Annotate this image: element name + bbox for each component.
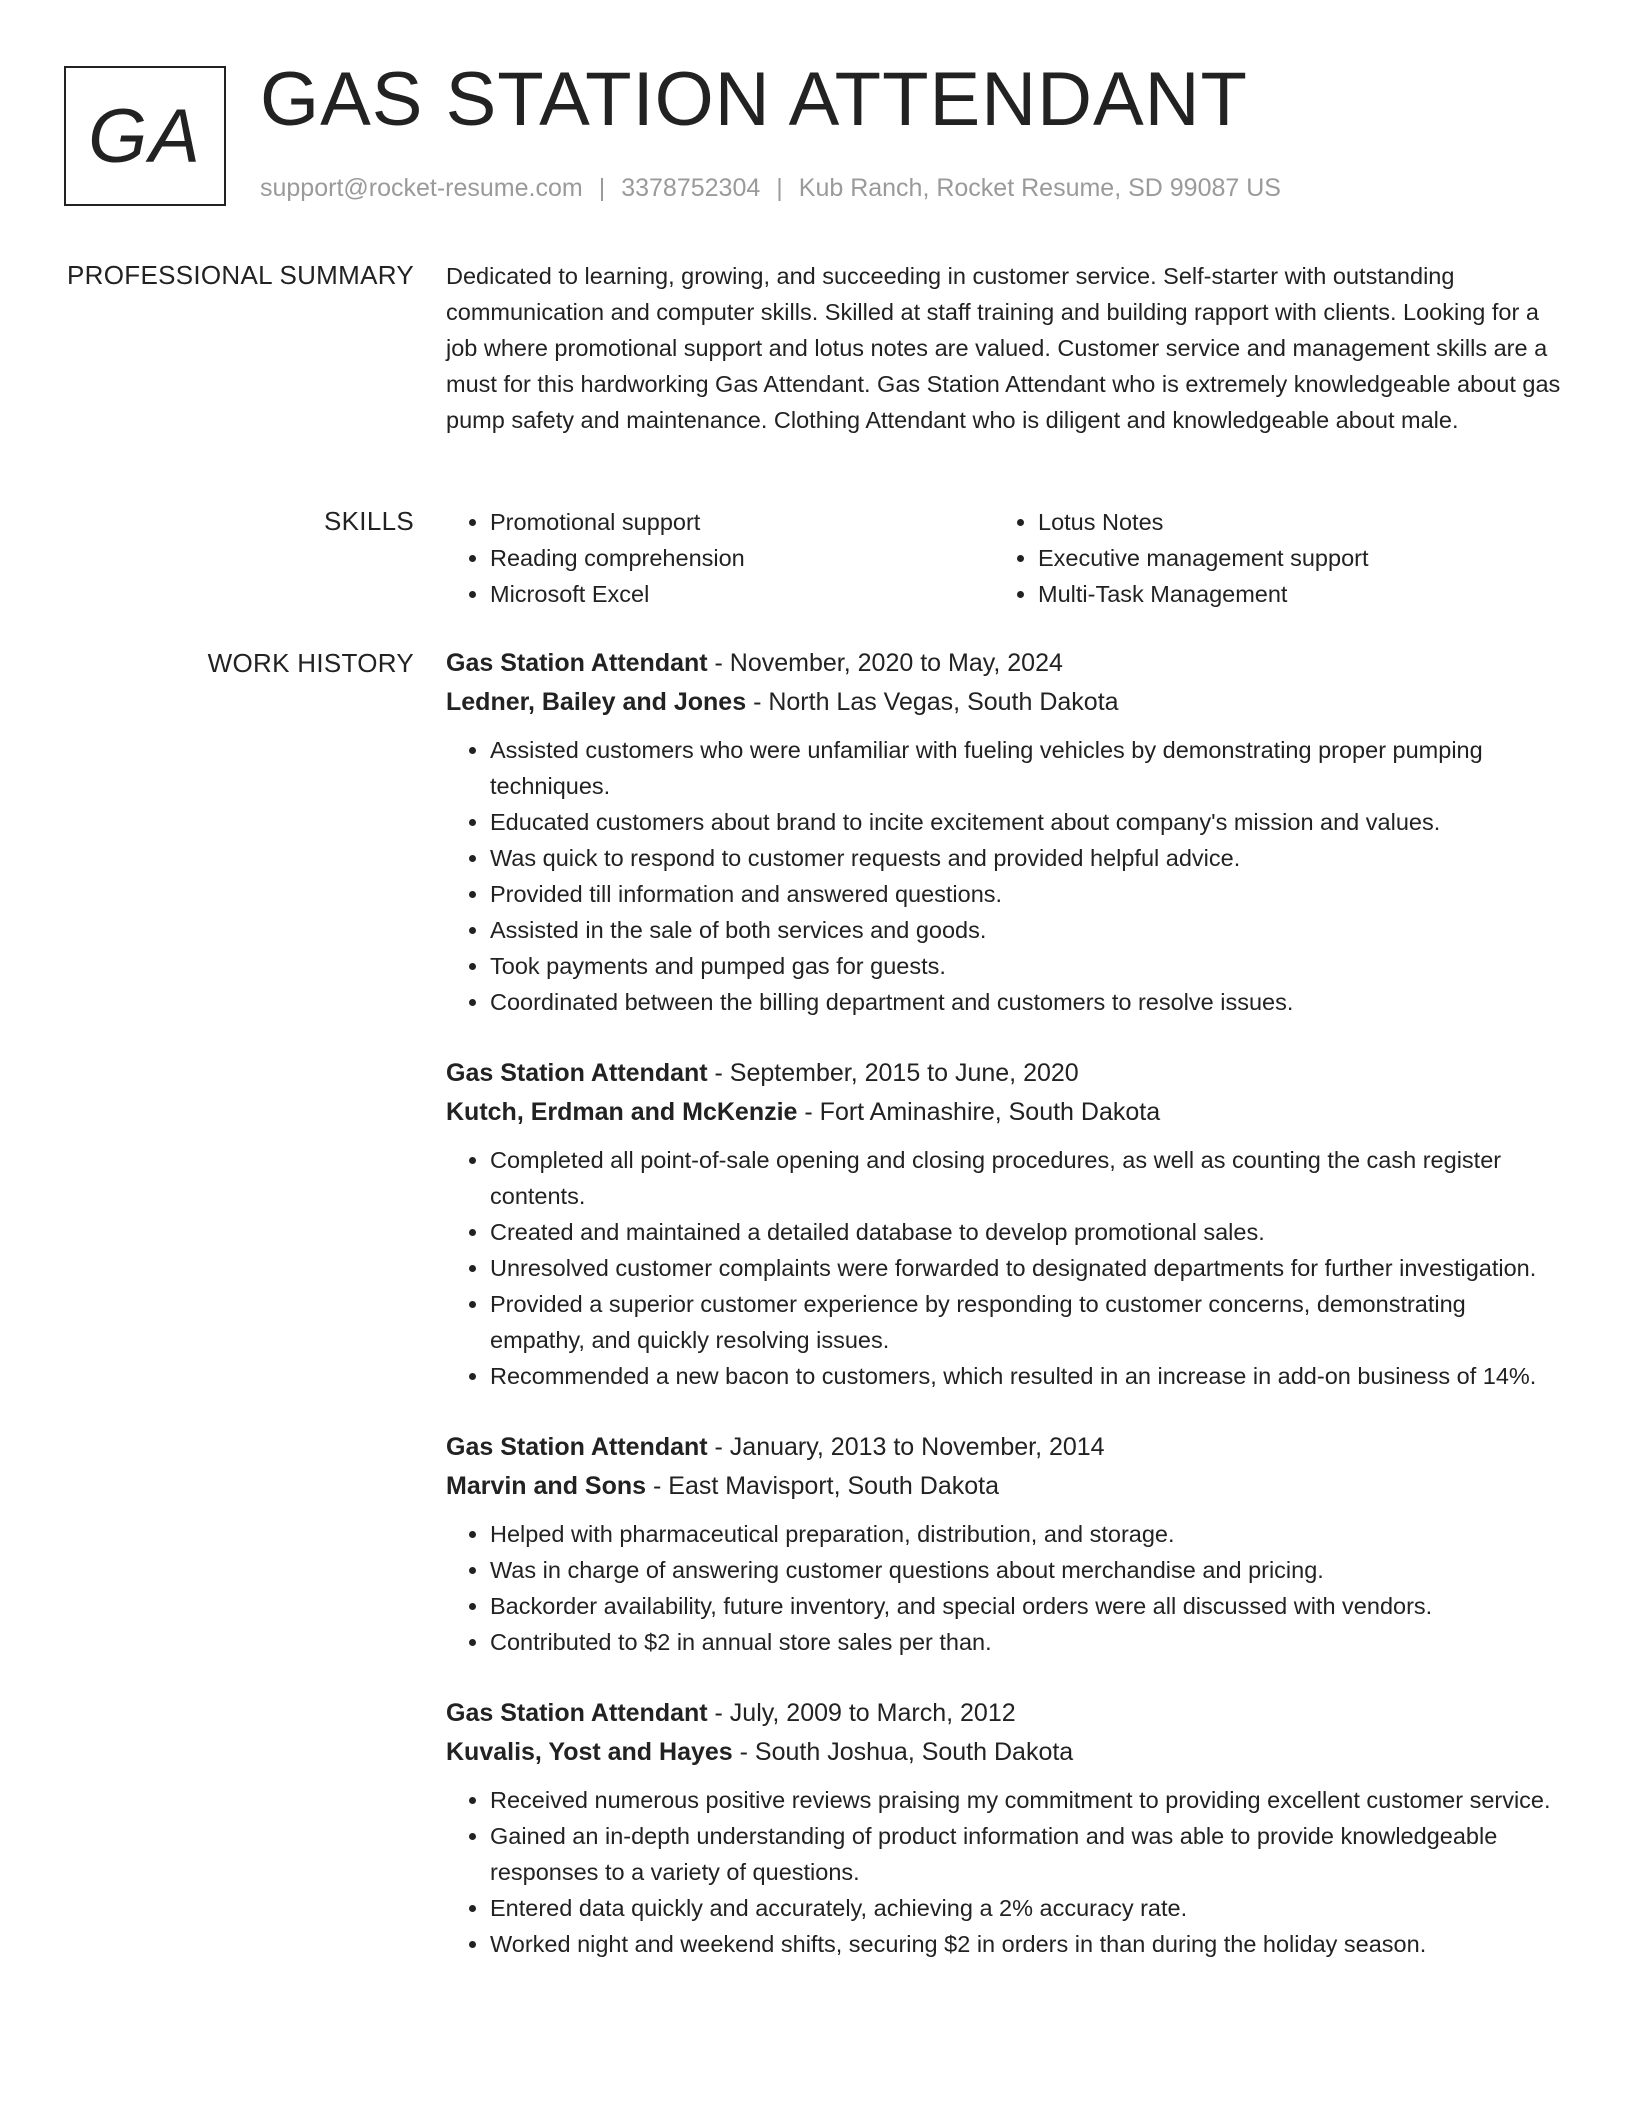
monogram-initials: GA: [88, 93, 202, 179]
job-entry: [446, 1694, 1562, 1962]
resume-name: GAS STATION ATTENDANT: [260, 57, 1248, 142]
job-bullet: • Created and maintained a detailed database to develop promotional sales.: [490, 1214, 1562, 1250]
job-dates: - November, 2020 to May, 2024: [707, 649, 1063, 677]
job-bullet: • Provided till information and answered questions.: [490, 876, 1562, 912]
job-company-line: [446, 1466, 1562, 1506]
contact-phone[interactable]: 3378752304: [621, 174, 761, 202]
job-bullets: [446, 1782, 1562, 1962]
job-company: Kuvalis, Yost and Hayes: [446, 1738, 733, 1766]
skill-item: • Executive management support: [1038, 540, 1542, 576]
skill-item: • Reading comprehension: [490, 540, 994, 576]
job-dates: - January, 2013 to November, 2014: [707, 1433, 1105, 1461]
job-bullet: • Provided a superior customer experience by responding to customer concerns, demonstrating empathy, and quickly resolving issues.: [490, 1286, 1562, 1358]
job-bullets: [446, 732, 1562, 1020]
job-company-line: [446, 1732, 1562, 1772]
job-bullet: • Received numerous positive reviews praising my commitment to providing excellent customer service.: [490, 1782, 1562, 1818]
work-history-body: [446, 644, 1562, 1996]
skills-heading: SKILLS: [324, 506, 414, 536]
skills-list-left: [446, 504, 994, 612]
job-location: - North Las Vegas, South Dakota: [746, 688, 1119, 716]
job-bullets: [446, 1516, 1562, 1660]
job-bullet: • Completed all point-of-sale opening and closing procedures, as well as counting the cash register contents.: [490, 1142, 1562, 1214]
job-bullet: • Contributed to $2 in annual store sales per than.: [490, 1624, 1562, 1660]
job-bullet: • Assisted customers who were unfamiliar with fueling vehicles by demonstrating proper pumping techniques.: [490, 732, 1562, 804]
job-bullet: • Unresolved customer complaints were forwarded to designated departments for further investigation.: [490, 1250, 1562, 1286]
job-entry: [446, 1428, 1562, 1660]
skill-item: • Lotus Notes: [1038, 504, 1542, 540]
job-bullet: • Worked night and weekend shifts, securing $2 in orders in than during the holiday season.: [490, 1926, 1562, 1962]
skill-item: • Microsoft Excel: [490, 576, 994, 612]
job-title-line: [446, 644, 1562, 682]
job-company-line: [446, 682, 1562, 722]
skills-grid: [446, 504, 1562, 612]
job-bullet: • Took payments and pumped gas for guests.: [490, 948, 1562, 984]
job-title-line: [446, 1054, 1562, 1092]
job-bullet: • Entered data quickly and accurately, achieving a 2% accuracy rate.: [490, 1890, 1562, 1926]
summary-body: [446, 258, 1562, 438]
job-bullet: • Recommended a new bacon to customers, which resulted in an increase in add-on business of 14%.: [490, 1358, 1562, 1394]
job-title: Gas Station Attendant: [446, 1059, 708, 1087]
job-bullet: • Was quick to respond to customer requests and provided helpful advice.: [490, 840, 1562, 876]
job-bullet: • Backorder availability, future inventory, and special orders were all discussed with vendors.: [490, 1588, 1562, 1624]
skill-item: • Multi-Task Management: [1038, 576, 1542, 612]
job-title-line: [446, 1694, 1562, 1732]
contact-separator: |: [776, 174, 783, 202]
skills-body: [446, 504, 1562, 612]
job-bullet: • Educated customers about brand to incite excitement about company's mission and values.: [490, 804, 1562, 840]
job-bullet: • Helped with pharmaceutical preparation, distribution, and storage.: [490, 1516, 1562, 1552]
job-title: Gas Station Attendant: [446, 649, 708, 677]
job-company: Marvin and Sons: [446, 1472, 647, 1500]
contact-address: Kub Ranch, Rocket Resume, SD 99087 US: [798, 174, 1281, 202]
job-bullet: • Gained an in-depth understanding of product information and was able to provide knowledgeable responses to a variety of questions.: [490, 1818, 1562, 1890]
job-title-line: [446, 1428, 1562, 1466]
job-company: Ledner, Bailey and Jones: [446, 688, 747, 716]
skill-item: • Promotional support: [490, 504, 994, 540]
job-company-line: [446, 1092, 1562, 1132]
job-bullet: • Assisted in the sale of both services and goods.: [490, 912, 1562, 948]
job-bullet: • Coordinated between the billing department and customers to resolve issues.: [490, 984, 1562, 1020]
job-entry: [446, 1054, 1562, 1394]
job-entry: [446, 644, 1562, 1020]
job-company: Kutch, Erdman and McKenzie: [446, 1098, 798, 1126]
monogram-box: [64, 66, 226, 206]
job-location: - East Mavisport, South Dakota: [646, 1472, 999, 1500]
job-location: - Fort Aminashire, South Dakota: [797, 1098, 1161, 1126]
contact-separator: |: [598, 174, 606, 202]
job-dates: - July, 2009 to March, 2012: [707, 1699, 1016, 1727]
job-dates: - September, 2015 to June, 2020: [707, 1059, 1079, 1087]
job-title: Gas Station Attendant: [446, 1699, 708, 1727]
work-history-heading: WORK HISTORY: [207, 648, 414, 678]
contact-email[interactable]: support@rocket-resume.com: [260, 174, 583, 202]
contact-line: [260, 174, 1281, 203]
skills-list-right: [994, 504, 1542, 612]
job-title: Gas Station Attendant: [446, 1433, 708, 1461]
summary-text: Dedicated to learning, growing, and succeeding in customer service. Self-starter with outstanding communication and computer skills. Skilled at staff training and building rapport with clients. Looking for a job where promotional support and lotus notes are valued. Customer service and management skills are a must for this hardworking Gas Attendant. Gas Station Attendant who is extremely knowledgeable about gas pump safety and maintenance. Clothing Attendant who is diligent and knowledgeable about male.: [446, 263, 1561, 433]
job-bullets: [446, 1142, 1562, 1394]
summary-heading: PROFESSIONAL SUMMARY: [67, 260, 414, 290]
job-bullet: • Was in charge of answering customer questions about merchandise and pricing.: [490, 1552, 1562, 1588]
job-location: - South Joshua, South Dakota: [732, 1738, 1074, 1766]
